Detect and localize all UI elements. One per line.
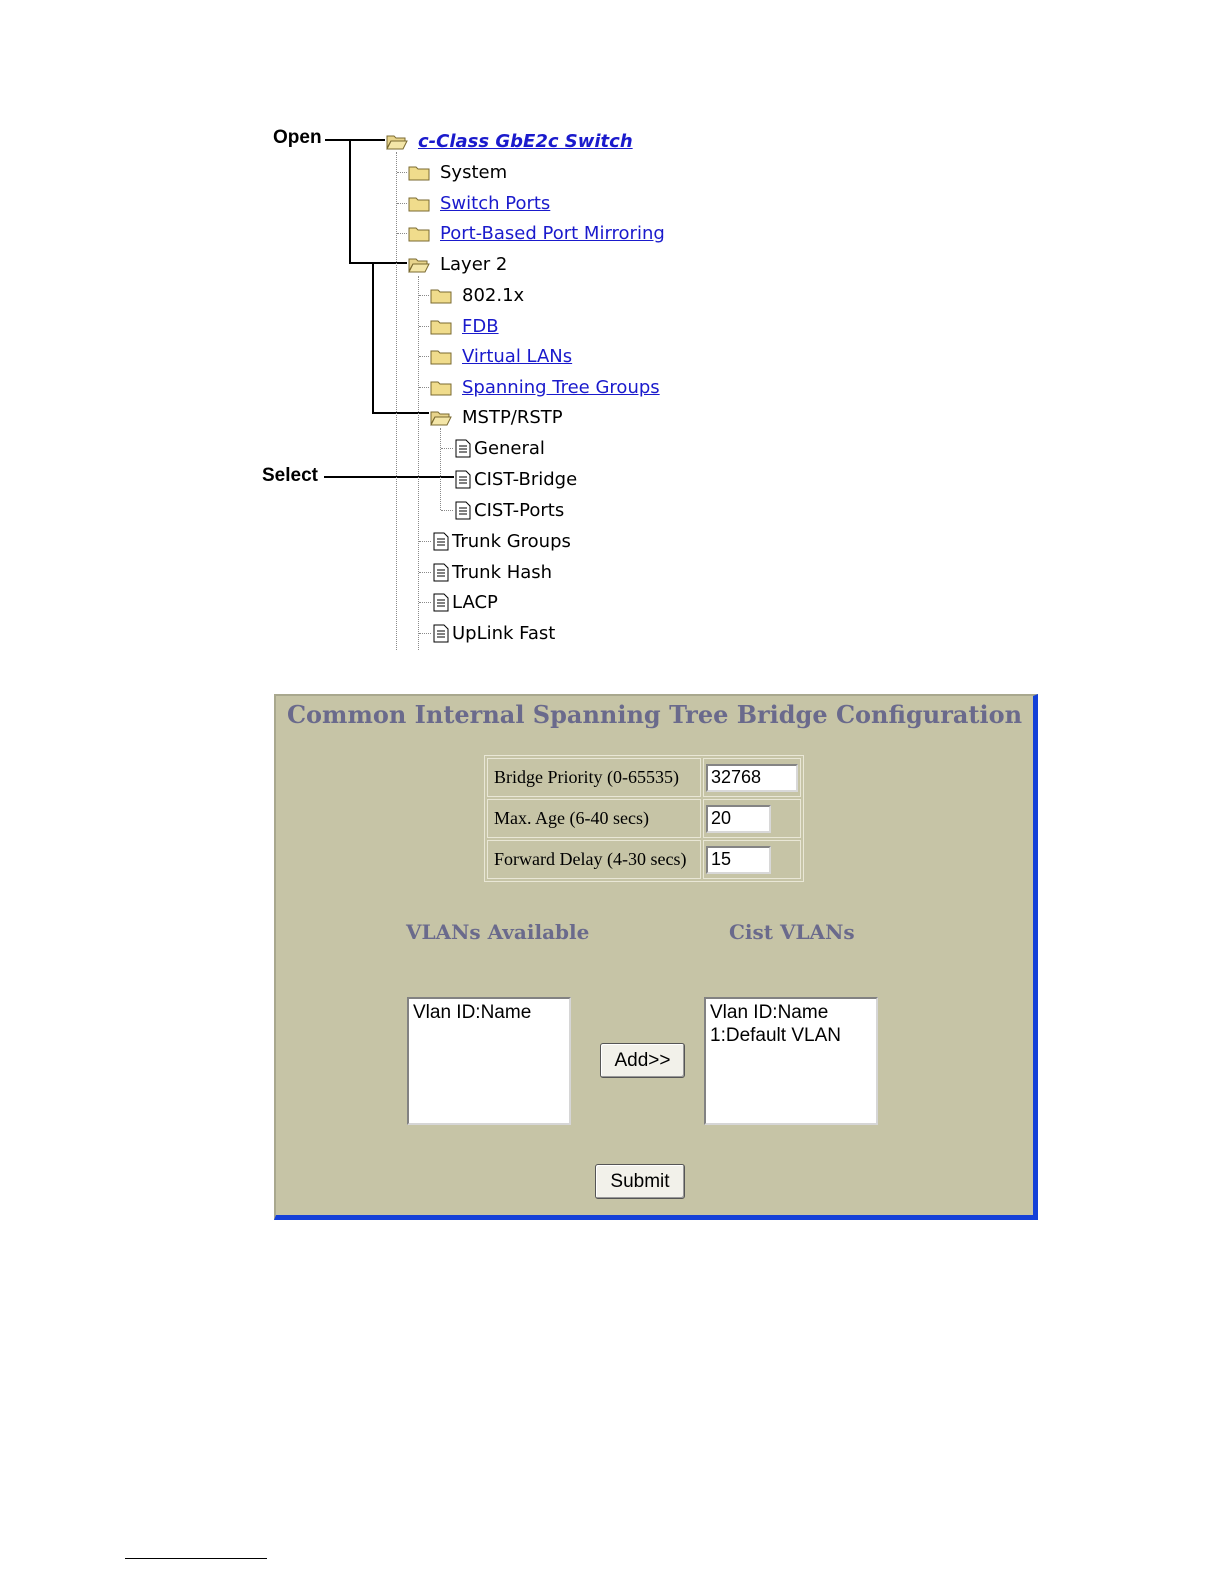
folder-icon [408,164,430,181]
submit-button[interactable]: Submit [595,1164,685,1199]
tree-item-trunk-groups[interactable] [433,528,571,554]
tree-item-label[interactable]: Port-Based Port Mirroring [440,222,665,244]
tree-item-label[interactable]: CIST-Ports [474,499,565,521]
tree-guide [419,602,431,603]
tree-guide [419,633,431,634]
footnote-divider [125,1558,267,1559]
open-callout: Open [273,127,322,148]
table-row [487,840,801,879]
list-item[interactable]: Vlan ID:Name [710,1002,829,1023]
max-age-label: Max. Age (6-40 secs) [487,799,701,838]
document-icon [455,439,471,458]
panel-title: Common Internal Spanning Tree Bridge Configuration [286,700,1023,729]
tree-item-label[interactable]: Trunk Groups [452,530,571,552]
select-callout: Select [262,465,318,486]
vlans-available-listbox[interactable] [407,997,571,1125]
tree-item-label[interactable]: Spanning Tree Groups [462,376,660,398]
cist-vlans-heading: Cist VLANs [729,920,855,944]
open-folder-icon [386,133,408,150]
vlans-available-heading: VLANs Available [406,920,590,944]
list-item[interactable]: 1:Default VLAN [710,1025,841,1046]
tree-item-spanning-tree-groups[interactable] [430,374,660,400]
tree-item-system[interactable] [408,159,507,185]
tree-guide [419,387,429,388]
tree-item-label[interactable]: Switch Ports [440,192,551,214]
callout-line [325,139,385,141]
tree-item-uplink-fast[interactable] [433,620,555,646]
table-row [487,799,801,838]
tree-item-label[interactable]: CIST-Bridge [474,468,578,490]
open-folder-icon [430,409,452,426]
tree-item-fdb[interactable] [430,313,499,339]
max-age-input[interactable] [706,805,771,833]
tree-root[interactable] [386,128,633,154]
bridge-priority-input[interactable] [706,764,798,792]
tree-item-lacp[interactable] [433,589,498,615]
add-button[interactable]: Add>> [600,1043,685,1078]
bridge-priority-label: Bridge Priority (0-65535) [487,758,701,797]
tree-item-label[interactable]: UpLink Fast [452,622,556,644]
tree-guide [397,233,407,234]
tree-guide [441,510,453,511]
tree-item-general[interactable] [455,435,545,461]
tree-guide [419,295,429,296]
bridge-config-table [484,755,804,882]
tree-item-label[interactable]: LACP [452,591,498,613]
tree-item-mstp-rstp[interactable] [430,404,563,430]
tree-item-label: 802.1x [462,284,525,306]
tree-item-port-mirroring[interactable] [408,220,665,246]
tree-item-switch-ports[interactable] [408,190,550,216]
callout-line [324,476,454,478]
tree-item-label[interactable]: General [474,437,545,459]
tree-guide [440,428,441,510]
tree-guide [397,172,407,173]
tree-item-layer2[interactable] [408,251,507,277]
tree-item-label[interactable]: Trunk Hash [452,561,553,583]
tree-item-label[interactable]: Virtual LANs [462,345,573,367]
cist-bridge-config-panel [274,694,1038,1220]
folder-icon [430,348,452,365]
tree-guide [397,203,407,204]
document-icon [433,593,449,612]
tree-item-trunk-hash[interactable] [433,559,552,585]
tree-item-label[interactable]: FDB [462,315,499,337]
list-item[interactable]: Vlan ID:Name [413,1002,532,1023]
document-icon [433,532,449,551]
tree-root-label[interactable]: c-Class GbE2c Switch [418,130,633,152]
folder-icon [408,195,430,212]
tree-guide [441,448,453,449]
tree-item-cist-ports[interactable] [455,497,564,523]
document-icon [455,470,471,489]
tree-item-label: System [440,161,508,183]
tree-guide [418,276,419,650]
tree-guide [396,152,397,650]
tree-guide [419,356,429,357]
tree-item-8021x[interactable] [430,282,524,308]
callout-line [349,139,351,264]
tree-guide [419,572,431,573]
table-row [487,758,801,797]
folder-icon [430,318,452,335]
cist-vlans-listbox[interactable] [704,997,878,1125]
tree-guide [419,541,431,542]
forward-delay-input[interactable] [706,846,771,874]
forward-delay-cell [703,840,801,879]
folder-icon [408,225,430,242]
callout-line [349,262,407,264]
document-icon [433,624,449,643]
callout-line [372,412,429,414]
tree-guide [419,326,429,327]
document-icon [433,563,449,582]
bridge-priority-cell [703,758,801,797]
tree-item-cist-bridge[interactable] [455,466,577,492]
forward-delay-label: Forward Delay (4-30 secs) [487,840,701,879]
open-folder-icon [408,256,430,273]
folder-icon [430,379,452,396]
folder-icon [430,287,452,304]
tree-item-virtual-lans[interactable] [430,343,572,369]
tree-item-label: Layer 2 [440,253,508,275]
callout-line [372,262,374,414]
tree-item-label: MSTP/RSTP [462,406,563,428]
document-icon [455,501,471,520]
max-age-cell [703,799,801,838]
